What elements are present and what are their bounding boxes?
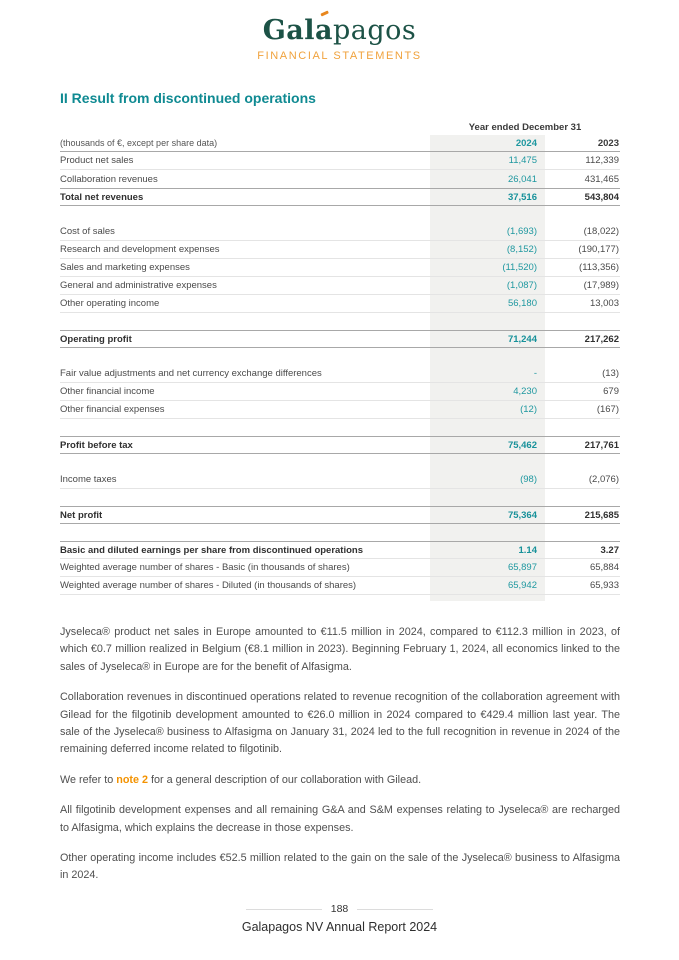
table-spacer-row xyxy=(60,489,620,506)
report-title: Galapagos NV Annual Report 2024 xyxy=(241,920,438,934)
table-row xyxy=(60,436,620,454)
table-header-row xyxy=(60,135,620,152)
row-label: Total net revenues xyxy=(60,191,144,203)
table-spacer-row xyxy=(60,454,620,471)
value-2023: 65,933 xyxy=(589,580,619,591)
row-label: Profit before tax xyxy=(60,439,133,451)
value-2023: 217,761 xyxy=(584,439,619,451)
table-row xyxy=(60,277,620,295)
section-title: II Result from discontinued operations xyxy=(60,90,316,106)
paragraph-text: Collaboration revenues in discontinued operations related to revenue recognition of the collaboration agreement with Gilead for the filgotinib development amounted to €26.0 million in 2024 compared to €429.4 million last year. The sale of the Jyseleca® business to Alfasigma on January 31, 2024 led to the full recognition in revenue in 2024 of the remaining deferred income related to filgotinib. xyxy=(60,691,620,756)
unit-label: (thousands of €, except per share data) xyxy=(60,138,218,148)
row-label: Fair value adjustments and net currency exchange differences xyxy=(60,368,322,379)
value-2023: 543,804 xyxy=(584,191,619,203)
value-2024: 71,244 xyxy=(430,331,545,347)
table-row xyxy=(60,170,620,188)
row-label: Weighted average number of shares - Diluted (in thousands of shares) xyxy=(60,580,357,591)
value-2024: 37,516 xyxy=(430,189,545,205)
value-2023: (13) xyxy=(602,368,619,379)
page-content xyxy=(60,90,620,885)
table-spacer-row xyxy=(60,524,620,541)
value-2024: (98) xyxy=(430,471,545,488)
table-row xyxy=(60,559,620,577)
period-header-label: Year ended December 31 xyxy=(468,121,582,133)
galapagos-logo xyxy=(263,16,417,46)
table-row xyxy=(60,188,620,206)
paragraph-text: Other operating income includes €52.5 million related to the gain on the sale of the Jyseleca® business to Alfasigma in 2024. xyxy=(60,852,620,882)
logo-text-bold: Gal xyxy=(262,15,316,46)
page-number: 188 xyxy=(330,903,349,915)
table-shading-stub xyxy=(60,595,620,601)
row-label: General and administrative expenses xyxy=(60,280,217,291)
value-2023: (2,076) xyxy=(588,474,619,485)
value-2023: (113,356) xyxy=(579,262,619,273)
row-label: Product net sales xyxy=(60,155,134,166)
paragraph xyxy=(60,772,620,789)
value-2024: 56,180 xyxy=(430,295,545,312)
footer-rule-left xyxy=(246,909,322,910)
value-2023: 215,685 xyxy=(584,509,619,521)
paragraph xyxy=(60,850,620,885)
value-2024: 75,364 xyxy=(430,507,545,523)
row-label: Income taxes xyxy=(60,474,117,485)
value-2024: 26,041 xyxy=(430,170,545,188)
value-2024: - xyxy=(430,365,545,382)
period-header-row xyxy=(60,119,620,135)
row-label: Other financial expenses xyxy=(60,404,165,415)
table-row xyxy=(60,383,620,401)
table-row xyxy=(60,152,620,170)
value-2024: (8,152) xyxy=(430,241,545,258)
value-2023: 217,262 xyxy=(584,333,619,345)
table-row xyxy=(60,471,620,489)
value-2024: 1.14 xyxy=(430,542,545,558)
row-label: Sales and marketing expenses xyxy=(60,262,190,273)
table-row xyxy=(60,295,620,313)
paragraph xyxy=(60,624,620,676)
table-spacer-row xyxy=(60,313,620,330)
table-spacer-row xyxy=(60,348,620,365)
row-label: Collaboration revenues xyxy=(60,173,158,185)
paragraph-text: All filgotinib development expenses and all remaining G&A and S&M expenses relating to Jyseleca® are recharged to Alfasigma, which explains the decrease in those expenses. xyxy=(60,804,620,834)
value-2023: 431,465 xyxy=(584,173,619,185)
value-2024: (1,693) xyxy=(430,223,545,240)
row-label: Other operating income xyxy=(60,298,160,309)
paragraph-text: Jyseleca® product net sales in Europe amounted to €11.5 million in 2024, compared to €112.3 million in 2023, of which €0.7 million realized in Belgium (€8.1 million in 2023). Beginning February 1, 2024, all economics linked to the sales of Jyseleca® in Europe are for the benefit of Alfasigma. xyxy=(60,626,620,673)
table-row xyxy=(60,259,620,277)
value-2024: 65,897 xyxy=(430,559,545,576)
paragraph xyxy=(60,689,620,759)
value-2023: 65,884 xyxy=(589,562,619,573)
table-spacer-row xyxy=(60,206,620,223)
value-2023: 679 xyxy=(603,386,619,397)
value-2023: (18,022) xyxy=(583,226,619,237)
value-2024: (11,520) xyxy=(430,259,545,276)
value-2023: 13,003 xyxy=(589,298,619,309)
row-label: Other financial income xyxy=(60,386,155,397)
value-2023: (167) xyxy=(596,404,619,415)
column-header-2024: 2024 xyxy=(430,135,545,151)
row-label: Basic and diluted earnings per share from discontinued operations xyxy=(60,544,364,556)
value-2024: 4,230 xyxy=(430,383,545,400)
value-2023: (190,177) xyxy=(578,244,619,255)
table-spacer-row xyxy=(60,419,620,436)
row-label: Research and development expenses xyxy=(60,244,220,255)
value-2024: 65,942 xyxy=(430,577,545,594)
row-label: Cost of sales xyxy=(60,226,115,237)
discontinued-operations-table xyxy=(60,119,620,601)
note-2-link[interactable]: note 2 xyxy=(116,773,149,786)
row-label: Operating profit xyxy=(60,333,132,345)
value-2024: (12) xyxy=(430,401,545,418)
value-2024: 75,462 xyxy=(430,437,545,453)
page-footer xyxy=(0,903,679,934)
page-number-row xyxy=(0,903,679,915)
table-row xyxy=(60,577,620,595)
page-header xyxy=(0,0,679,62)
value-2023: (17,989) xyxy=(583,280,619,291)
logo-accent-letter: a xyxy=(315,16,333,46)
table-body xyxy=(60,152,620,595)
value-2023: 112,339 xyxy=(585,155,619,166)
row-label: Weighted average number of shares - Basic (in thousands of shares) xyxy=(60,562,350,573)
footer-rule-right xyxy=(357,909,433,910)
table-row xyxy=(60,506,620,524)
value-2023: 3.27 xyxy=(600,544,619,556)
table-row xyxy=(60,330,620,348)
paragraph-text: We refer to xyxy=(60,773,117,786)
logo-text-light: pagos xyxy=(333,15,417,46)
paragraph xyxy=(60,802,620,837)
table-row xyxy=(60,365,620,383)
commentary-paragraphs xyxy=(60,624,620,885)
row-label: Net profit xyxy=(60,509,103,521)
financial-statements-subtitle: FINANCIAL STATEMENTS xyxy=(257,50,422,62)
table-row xyxy=(60,541,620,559)
value-2024: 11,475 xyxy=(430,152,545,169)
value-2024: (1,087) xyxy=(430,277,545,294)
column-header-2023: 2023 xyxy=(597,137,619,149)
table-row xyxy=(60,223,620,241)
paragraph-text: for a general description of our collaboration with Gilead. xyxy=(148,773,422,786)
table-row xyxy=(60,241,620,259)
table-row xyxy=(60,401,620,419)
